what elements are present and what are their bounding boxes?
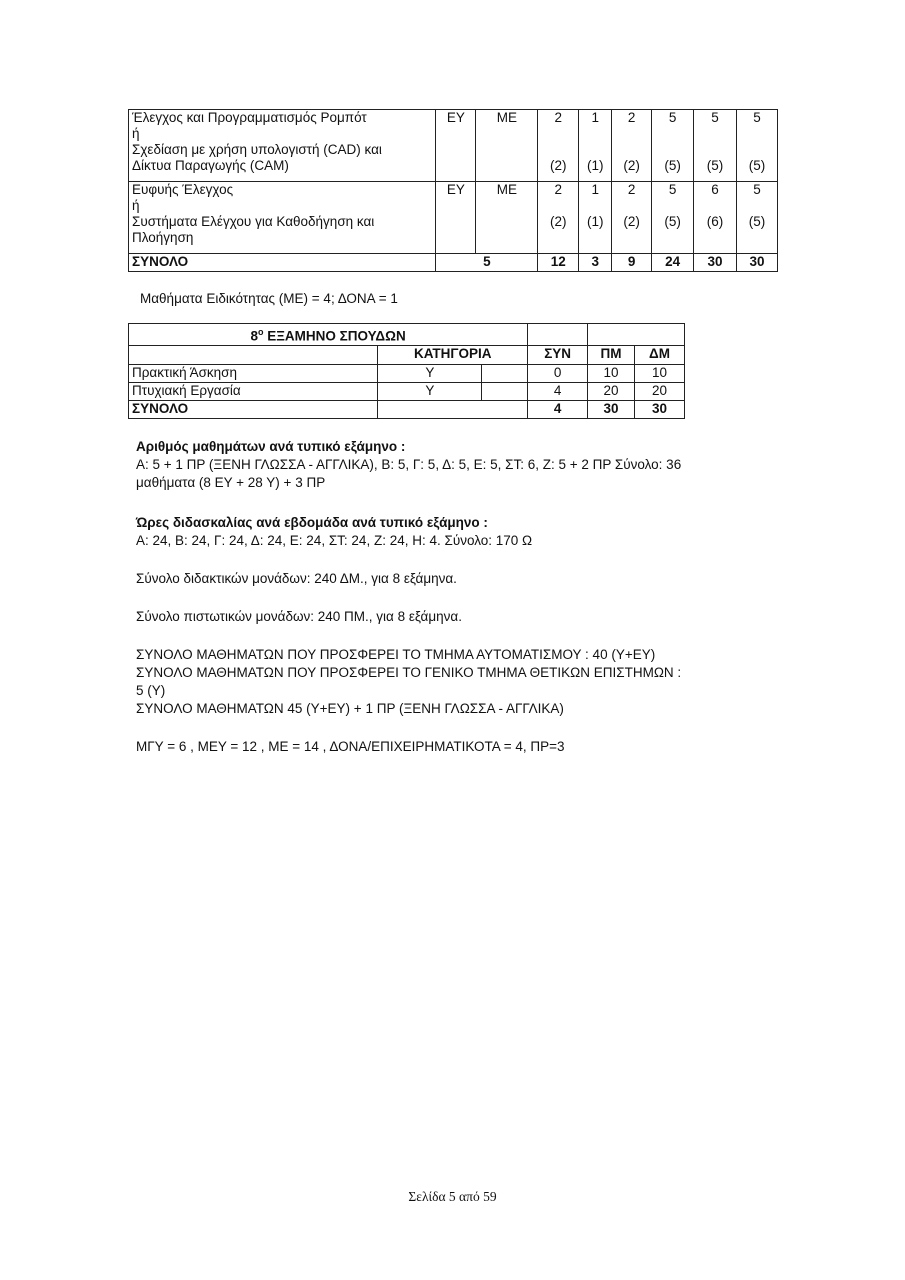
- total-label: ΣΥΝΟΛΟ: [129, 254, 436, 272]
- course-category-cell: ΜΕ: [476, 182, 538, 254]
- total-value: 3: [579, 254, 612, 272]
- total-dm: 30: [635, 400, 685, 418]
- summary-line: ΣΥΝΟΛΟ ΜΑΘΗΜΑΤΩΝ ΠΟΥ ΠΡΟΣΦΕΡΕΙ ΤΟ ΤΜΗΜΑ ΑΥΤΟΜΑΤΙΣΜΟΥ : 40 (Υ+ΕΥ): [136, 647, 656, 662]
- header-category: ΚΑΤΗΓΟΡΙΑ: [378, 345, 528, 364]
- total-value: 30: [736, 254, 777, 272]
- total-label: ΣΥΝΟΛΟ: [129, 400, 378, 418]
- table-title-row: [129, 324, 685, 346]
- value-top: 1: [591, 182, 599, 197]
- table-row: [129, 364, 685, 382]
- total-value: 12: [538, 254, 579, 272]
- courses-per-semester: [136, 438, 776, 492]
- value-top: 5: [668, 110, 677, 125]
- value-top: 2: [627, 182, 636, 197]
- course-name-line: Πλοήγηση: [132, 230, 194, 245]
- summary-line: ΣΥΝΟΛΟ ΜΑΘΗΜΑΤΩΝ ΠΟΥ ΠΡΟΣΦΕΡΕΙ ΤΟ ΓΕΝΙΚΟ ΤΜΗΜΑ ΘΕΤΙΚΩΝ ΕΠΙΣΤΗΜΩΝ :: [136, 665, 682, 680]
- syn-value: 4: [528, 382, 588, 400]
- total-count: 5: [436, 254, 538, 272]
- hours-per-week: [136, 514, 776, 550]
- courses-table-continued: [128, 109, 778, 272]
- value-bottom: (5): [664, 214, 681, 229]
- course-name-line: Έλεγχος και Προγραμματισμός Ρομπότ: [132, 110, 367, 125]
- value-bottom: (2): [623, 158, 640, 173]
- header-dm: ΔΜ: [635, 345, 685, 364]
- course-name: Πρακτική Άσκηση: [129, 364, 378, 382]
- semester-title: [129, 324, 528, 346]
- course-name-line: ή: [132, 126, 140, 141]
- semester-8-table: [128, 323, 685, 419]
- course-type-cell: ΕΥ: [436, 182, 476, 254]
- value-bottom: (2): [550, 158, 567, 173]
- page-footer: Σελίδα 5 από 59: [408, 1189, 497, 1204]
- course-type-cell: ΕΥ: [436, 110, 476, 182]
- course-summary: [136, 646, 776, 718]
- value-bottom: (1): [586, 214, 604, 229]
- course-category: Υ: [378, 364, 482, 382]
- value-bottom: (5): [748, 214, 766, 229]
- course-name-line: Ευφυής Έλεγχος: [132, 182, 234, 197]
- course-name-line: Συστήματα Ελέγχου για Καθοδήγηση και: [132, 214, 375, 229]
- courses-line: Α: 5 + 1 ΠΡ (ΞΕΝΗ ΓΛΩΣΣΑ - ΑΓΓΛΙΚΑ), Β: 5, Γ: 5, Δ: 5, Ε: 5, ΣΤ: 6, Ζ: 5 + 2 ΠΡ Σύνολο: 36: [136, 457, 682, 472]
- specialty-note: Μαθήματα Ειδικότητας (ΜΕ) = 4; ΔΟΝΑ = 1: [140, 291, 398, 306]
- total-value: 9: [612, 254, 652, 272]
- value-top: 5: [753, 110, 761, 125]
- table-row: [129, 182, 778, 254]
- semester-title-text: ΕΞΑΜΗΝΟ ΣΠΟΥΔΩΝ: [263, 328, 406, 344]
- course-name-cell: [129, 182, 436, 254]
- pm-value: 20: [588, 382, 635, 400]
- semester-number: 8: [250, 328, 258, 344]
- value-top: 6: [711, 182, 719, 197]
- course-name: Πτυχιακή Εργασία: [129, 382, 378, 400]
- hours-line: Α: 24, Β: 24, Γ: 24, Δ: 24, Ε: 24, ΣΤ: 24, Ζ: 24, Η: 4. Σύνολο: 170 Ω: [136, 533, 533, 548]
- value-top: 2: [627, 110, 636, 125]
- course-name-line: ή: [132, 198, 140, 213]
- total-pm: 30: [588, 400, 635, 418]
- value-bottom: (1): [586, 158, 604, 173]
- value-bottom: (2): [550, 214, 567, 229]
- course-category-cell: ΜΕ: [476, 110, 538, 182]
- credit-units-total: Σύνολο πιστωτικών μονάδων: 240 ΠΜ., για 8 εξάμηνα.: [136, 609, 462, 624]
- value-top: 5: [711, 110, 719, 125]
- teaching-units-total: Σύνολο διδακτικών μονάδων: 240 ΔΜ., για 8 εξάμηνα.: [136, 571, 457, 586]
- total-value: 30: [694, 254, 737, 272]
- dm-value: 10: [635, 364, 685, 382]
- courses-line: μαθήματα (8 ΕΥ + 28 Υ) + 3 ΠΡ: [136, 475, 326, 490]
- value-top: 5: [668, 182, 677, 197]
- table-row: [129, 110, 778, 182]
- value-top: 2: [554, 182, 563, 197]
- course-name-line: Δίκτυα Παραγωγής (CAM): [132, 158, 289, 173]
- syn-value: 0: [528, 364, 588, 382]
- ordinal-sup: ο: [257, 327, 264, 337]
- header-syn: ΣΥΝ: [528, 345, 588, 364]
- course-name-cell: [129, 110, 436, 182]
- value-bottom: (5): [748, 158, 766, 173]
- value-bottom: (2): [623, 214, 640, 229]
- summary-line: 5 (Υ): [136, 683, 166, 698]
- summary-line: ΣΥΝΟΛΟ ΜΑΘΗΜΑΤΩΝ 45 (Υ+ΕΥ) + 1 ΠΡ (ΞΕΝΗ ΓΛΩΣΣΑ - ΑΓΓΛΙΚΑ): [136, 701, 564, 716]
- course-name-line: Σχεδίαση με χρήση υπολογιστή (CAD) και: [132, 142, 382, 157]
- value-bottom: (6): [706, 214, 724, 229]
- total-value: 24: [652, 254, 694, 272]
- table-header-row: [129, 345, 685, 364]
- value-top: 5: [753, 182, 761, 197]
- value-bottom: (5): [706, 158, 724, 173]
- table-row: [129, 382, 685, 400]
- value-top: 2: [554, 110, 563, 125]
- value-top: 1: [591, 110, 599, 125]
- pm-value: 10: [588, 364, 635, 382]
- courses-heading: Αριθμός μαθημάτων ανά τυπικό εξάμηνο :: [136, 439, 406, 454]
- value-bottom: (5): [664, 158, 681, 173]
- hours-heading: Ώρες διδασκαλίας ανά εβδομάδα ανά τυπικό εξάμηνο :: [136, 515, 488, 530]
- total-row: [129, 254, 778, 272]
- course-category: Υ: [378, 382, 482, 400]
- total-syn: 4: [528, 400, 588, 418]
- total-row: [129, 400, 685, 418]
- header-pm: ΠΜ: [588, 345, 635, 364]
- dm-value: 20: [635, 382, 685, 400]
- category-counts: ΜΓΥ = 6 , ΜΕΥ = 12 , ΜΕ = 14 , ΔΟΝΑ/ΕΠΙΧΕΙΡΗΜΑΤΙΚΟΤΑ = 4, ΠΡ=3: [136, 739, 565, 754]
